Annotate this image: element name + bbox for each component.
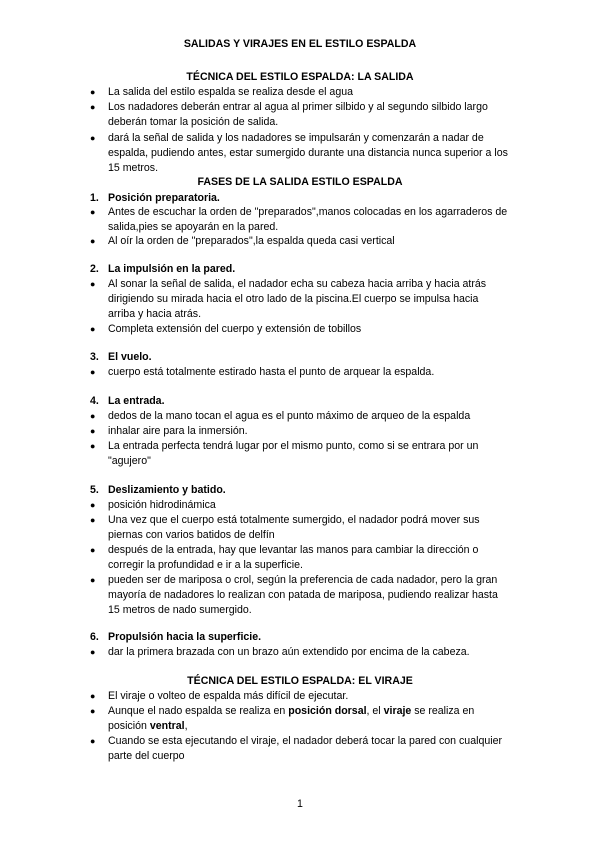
bullet-text: Antes de escuchar la orden de "preparados",manos colocadas en los agarraderos de (108, 206, 508, 218)
bullet-icon: ● (90, 441, 96, 451)
bullet-icon: ● (90, 367, 96, 377)
bullet-text: cuerpo está totalmente estirado hasta el punto de arquear la espalda. (108, 366, 435, 378)
document-title: SALIDAS Y VIRAJES EN EL ESTILO ESPALDA (183, 38, 417, 50)
bullet-text: Al sonar la señal de salida, el nadador echa su cabeza hacia arriba y hacia atrás (108, 278, 487, 290)
bullet-text: dará la señal de salida y los nadadores se impulsarán y comenzarán a nadar de (108, 132, 484, 144)
bullet-icon: ● (90, 647, 96, 657)
phase-title: Propulsión hacia la superficie. (108, 631, 262, 643)
bullet-icon: ● (90, 500, 96, 510)
bullet-icon: ● (90, 279, 96, 289)
bullet-text: pueden ser de mariposa o crol, según la preferencia de cada nadador, pero la gran (108, 574, 498, 586)
bullet-text: dar la primera brazada con un brazo aún extendido por encima de la cabeza. (108, 646, 470, 658)
bullet-icon: ● (90, 207, 96, 217)
phase-title: Posición preparatoria. (108, 192, 220, 204)
phase-title: El vuelo. (108, 351, 152, 363)
bullet-text: Al oír la orden de "preparados",la espalda queda casi vertical (108, 235, 395, 247)
bullet-text-cont: piernas con varios batidos de delfín (108, 529, 275, 541)
bullet-icon: ● (90, 87, 96, 97)
section-heading-salida: TÉCNICA DEL ESTILO ESPALDA: LA SALIDA (186, 71, 414, 83)
text-run: Aunque el nado espalda se realiza en (108, 705, 289, 717)
text-run: se realiza en (411, 705, 475, 717)
phase-number: 3. (90, 351, 99, 363)
phase-title: Deslizamiento y batido. (108, 484, 226, 496)
text-run: posición (108, 720, 150, 732)
section-heading-viraje: TÉCNICA DEL ESTILO ESPALDA: EL VIRAJE (187, 675, 413, 687)
bullet-text-cont: dirigiendo su mirada hacia el otro lado de la piscina.El cuerpo se impulsa hacia (108, 293, 479, 305)
bullet-icon: ● (90, 545, 96, 555)
bullet-icon: ● (90, 133, 96, 143)
bullet-icon: ● (90, 324, 96, 334)
bullet-text-cont: mayoría de nadadores lo realizan con patada de mariposa, pudiendo realizar hasta (108, 589, 498, 601)
section-heading-fases: FASES DE LA SALIDA ESTILO ESPALDA (197, 176, 403, 188)
bullet-text: El viraje o volteo de espalda más difícil de ejecutar. (108, 690, 349, 702)
bullet-icon: ● (90, 426, 96, 436)
bullet-text (108, 704, 474, 719)
bullet-icon: ● (90, 515, 96, 525)
bullet-icon: ● (90, 736, 96, 746)
bullet-icon: ● (90, 691, 96, 701)
bullet-text-cont: corregir la profundidad e ir a la superficie. (108, 559, 303, 571)
bullet-text-cont: 15 metros. (108, 162, 159, 174)
bullet-text-cont: parte del cuerpo (108, 750, 185, 762)
bullet-icon: ● (90, 706, 96, 716)
page-number: 1 (297, 798, 303, 810)
bullet-text: Completa extensión del cuerpo y extensión de tobillos (108, 323, 362, 335)
bold-term: viraje (383, 705, 412, 717)
bullet-text: Cuando se esta ejecutando el viraje, el nadador deberá tocar la pared con cualquier (108, 735, 502, 747)
bullet-text: Una vez que el cuerpo está totalmente sumergido, el nadador podrá mover sus (108, 514, 480, 526)
bullet-text-cont (108, 719, 188, 734)
bullet-icon: ● (90, 575, 96, 585)
bullet-icon: ● (90, 236, 96, 246)
phase-number: 1. (90, 192, 99, 204)
bullet-text-cont: deberán tomar la posición de salida. (108, 116, 279, 128)
bullet-text: dedos de la mano tocan el agua es el punto máximo de arqueo de la espalda (108, 410, 471, 422)
text-run: , el (366, 705, 384, 717)
bullet-text-cont: 15 metros de nado sumergido. (108, 604, 252, 616)
phase-title: La impulsión en la pared. (108, 263, 236, 275)
bullet-text-cont: espalda, pudiendo antes, estar sumergido durante una distancia nunca superior a los (108, 147, 508, 159)
phase-number: 2. (90, 263, 99, 275)
bullet-text-cont: "agujero" (108, 455, 151, 467)
bold-term: posición dorsal (288, 705, 367, 717)
bullet-text: después de la entrada, hay que levantar las manos para cambiar la dirección o (108, 544, 479, 556)
bullet-text: inhalar aire para la inmersión. (108, 425, 248, 437)
bullet-text-cont: arriba y hacia atrás. (108, 308, 202, 320)
phase-number: 5. (90, 484, 99, 496)
bullet-icon: ● (90, 102, 96, 112)
bullet-text-cont: salida,pies se apoyarán en la pared. (108, 221, 279, 233)
bullet-text: Los nadadores deberán entrar al agua al primer silbido y al segundo silbido largo (108, 101, 488, 113)
bullet-text: La salida del estilo espalda se realiza desde el agua (108, 86, 354, 98)
bullet-text: posición hidrodinámica (108, 499, 216, 511)
phase-number: 6. (90, 631, 99, 643)
phase-title: La entrada. (108, 395, 165, 407)
phase-number: 4. (90, 395, 99, 407)
text-run: , (184, 720, 188, 732)
bullet-icon: ● (90, 411, 96, 421)
bold-term: ventral (149, 720, 185, 732)
bullet-text: La entrada perfecta tendrá lugar por el mismo punto, como si se entrara por un (108, 440, 479, 452)
